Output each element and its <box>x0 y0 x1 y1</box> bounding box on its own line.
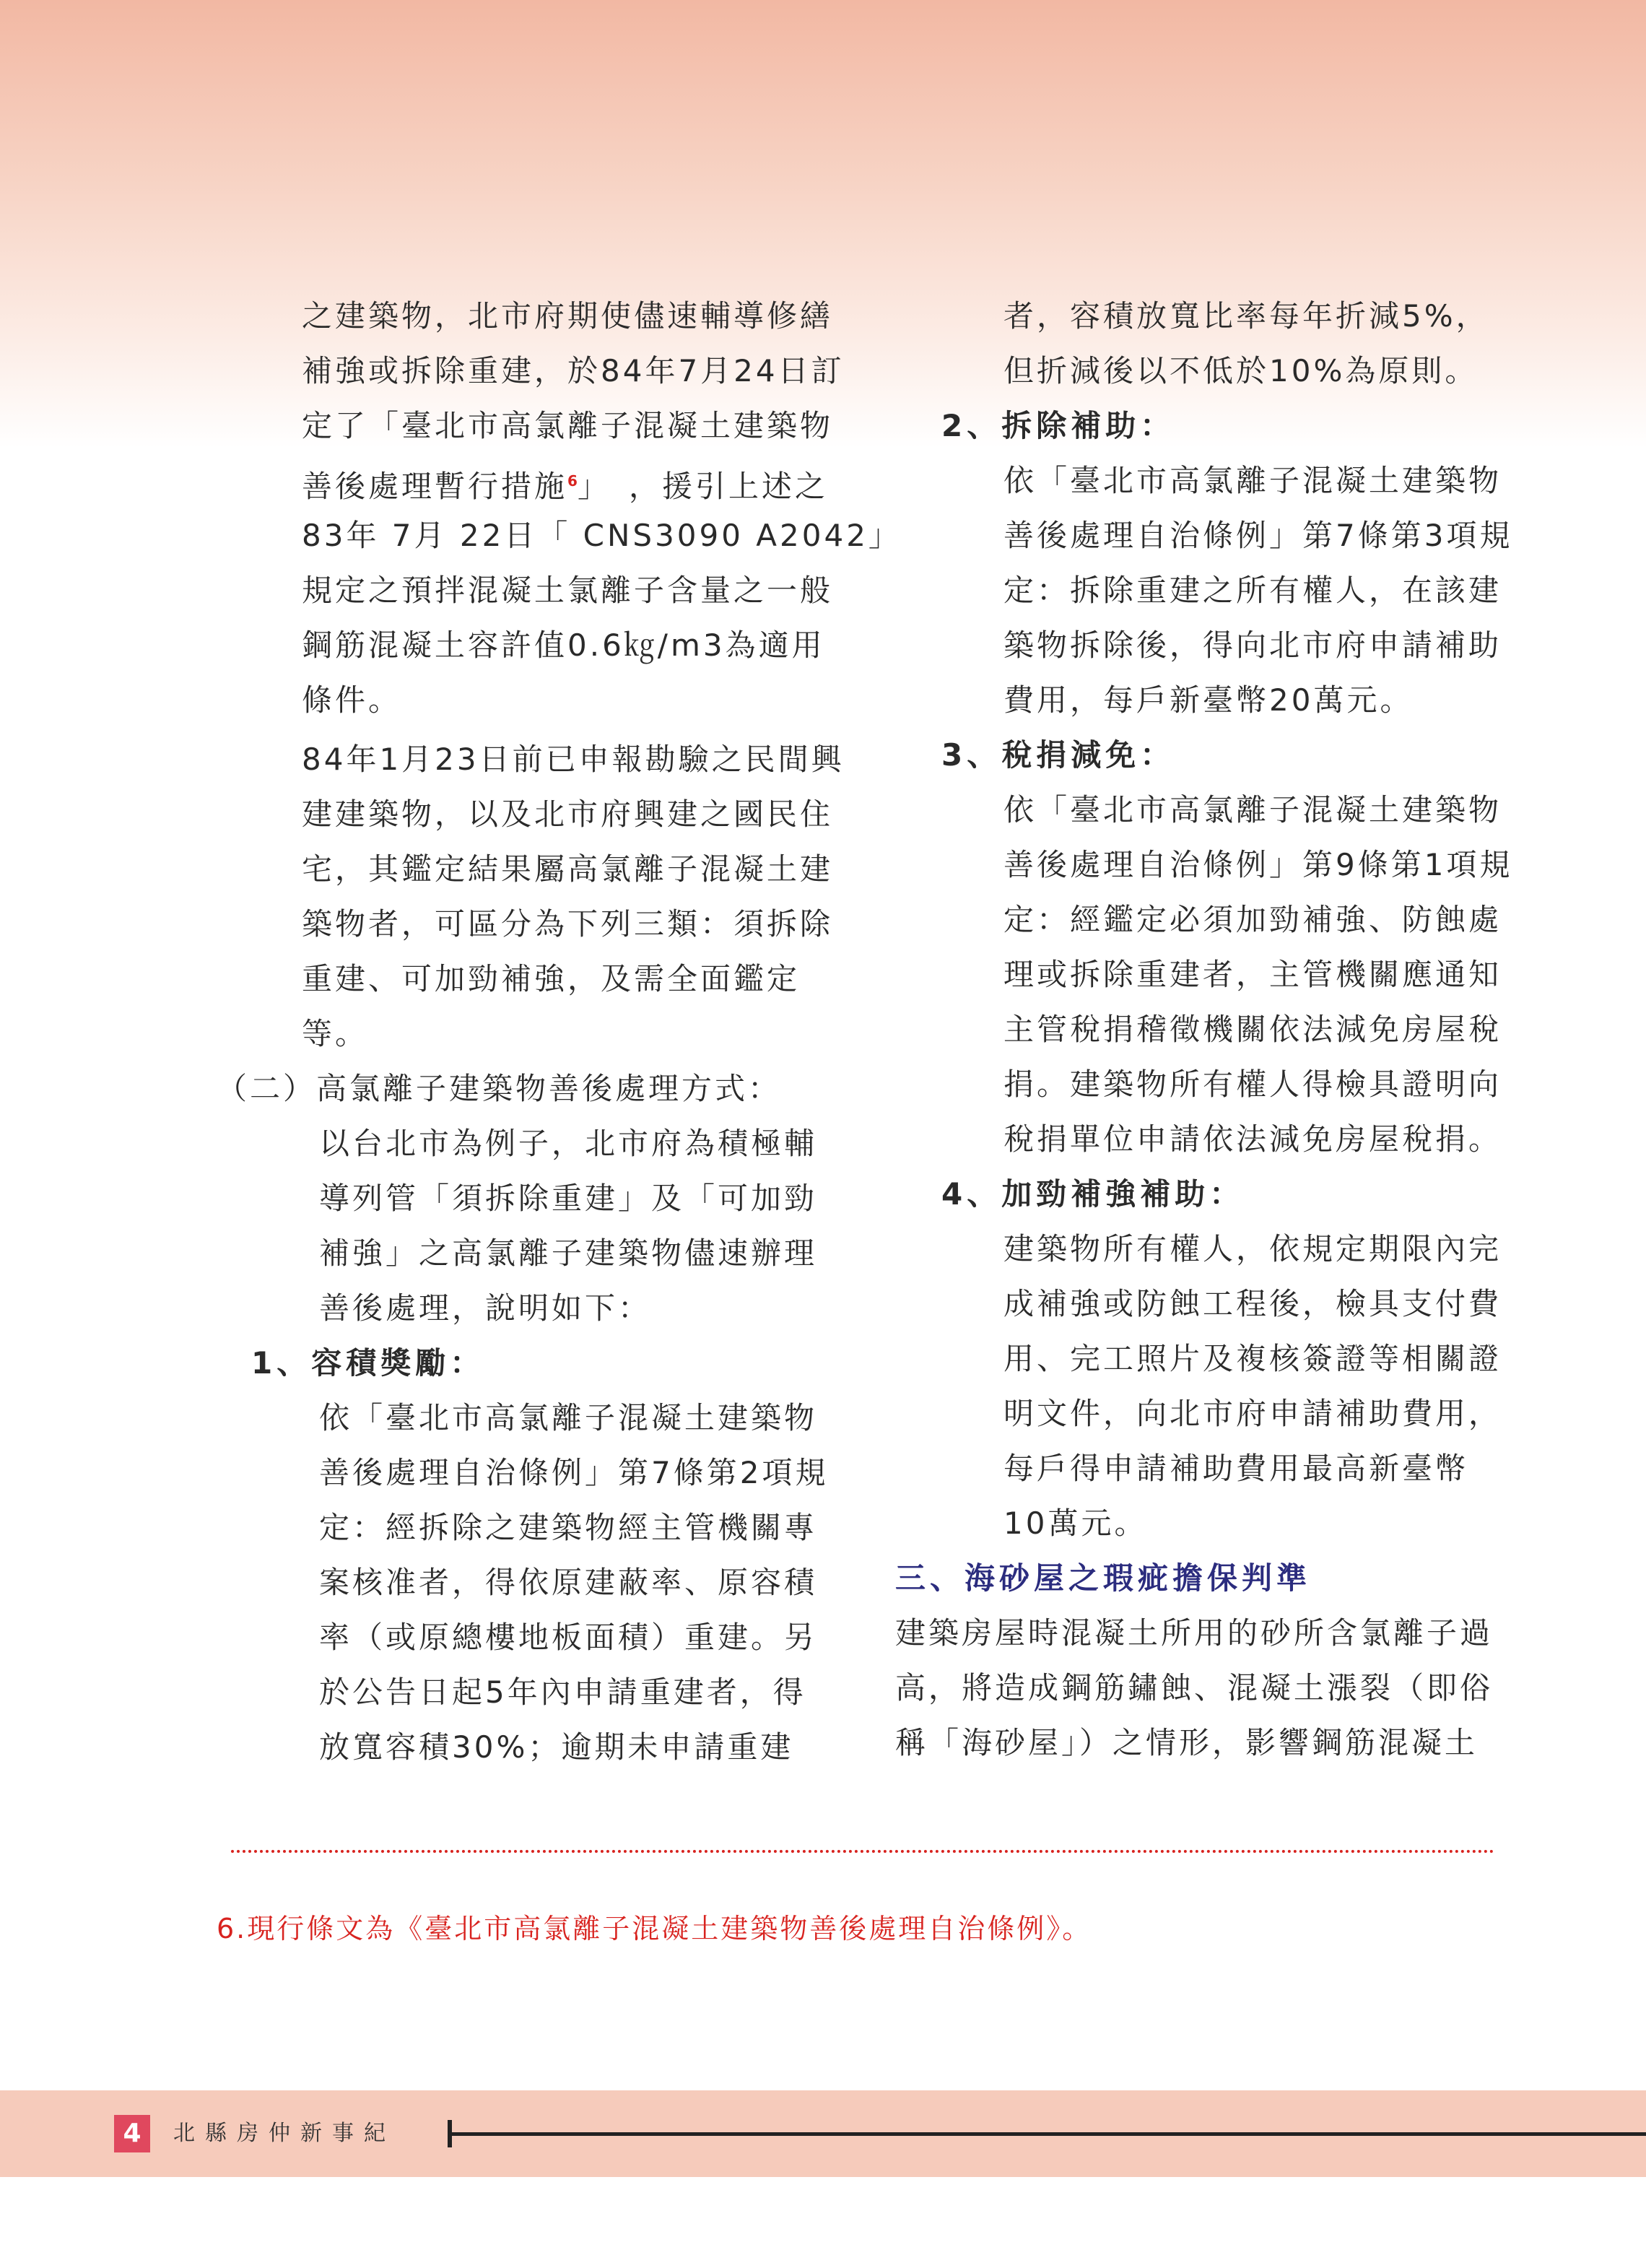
text-line: 放寬容積30%；逾期未申請重建 <box>319 1729 794 1765</box>
text-line: 理或拆除重建者，主管機關應通知 <box>1003 957 1502 992</box>
footnote-marker[interactable]: 6 <box>567 472 578 490</box>
text-line: 依「臺北市高氯離子混凝土建築物 <box>1003 463 1502 498</box>
text-line: 每戶得申請補助費用最高新臺幣 <box>1003 1451 1469 1486</box>
text-line: 建築房屋時混凝土所用的砂所含氯離子過 <box>895 1615 1494 1651</box>
text-line: 補強」之高氯離子建築物儘速辦理 <box>319 1235 818 1271</box>
text-line: 宅，其鑑定結果屬高氯離子混凝土建 <box>302 851 834 887</box>
text-fragment: 」 ，援引上述之 <box>577 469 828 504</box>
text-line: 之建築物，北市府期使儘速輔導修繕 <box>302 298 834 334</box>
text-line: 築物拆除後，得向北市府申請補助 <box>1003 627 1502 663</box>
item-heading-text: 4、加勁補強補助： <box>941 1176 1245 1212</box>
item-1-body <box>217 1391 837 1775</box>
item-heading-text: 3、稅捐減免： <box>941 737 1175 773</box>
text-line: 善後處理自治條例」第7條第3項規 <box>1003 518 1513 553</box>
text-line: 以台北市為例子，北市府為積極輔 <box>319 1126 818 1161</box>
text-line: 明文件，向北市府申請補助費用， <box>1003 1396 1502 1431</box>
text-line: 費用，每戶新臺幣20萬元。 <box>1003 682 1414 718</box>
text-line: 依「臺北市高氯離子混凝土建築物 <box>319 1400 818 1435</box>
text-line: 率（或原總樓地板面積）重建。另 <box>319 1620 818 1655</box>
text-line: 善後處理自治條例」第9條第1項規 <box>1003 847 1513 882</box>
text-line: 83年 7月 22日「 CNS3090 A2042」 <box>302 518 902 553</box>
page-number-badge: 4 <box>114 2115 150 2152</box>
item-1-continued <box>895 289 1530 399</box>
text-line: 案核准者，得依原建蔽率、原容積 <box>319 1565 818 1600</box>
section-2-heading <box>217 1061 837 1116</box>
section-heading-text: （二）高氯離子建築物善後處理方式： <box>217 1071 782 1106</box>
item-2-body <box>895 453 1530 728</box>
footnote-divider <box>231 1850 1494 1853</box>
section-heading-text: 三、海砂屋之瑕疵擔保判準 <box>895 1560 1312 1596</box>
text-line: 10萬元。 <box>1003 1506 1148 1541</box>
section-3-body <box>895 1606 1530 1770</box>
text-line: 建築物所有權人，依規定期限內完 <box>1003 1231 1502 1266</box>
text-line: 善後處理，說明如下： <box>319 1290 652 1326</box>
text-line: 條件。 <box>302 682 402 718</box>
text-line: 導列管「須拆除重建」及「可加勁 <box>319 1181 818 1216</box>
text-line: 稅捐單位申請依法減免房屋稅捐。 <box>1003 1121 1502 1157</box>
text-line: 84年1月23日前已申報勘驗之民間興 <box>302 742 845 777</box>
item-heading-text: 2、拆除補助： <box>941 408 1175 443</box>
item-2-heading <box>895 399 1530 453</box>
text-line: 定：經拆除之建築物經主管機關專 <box>319 1510 818 1545</box>
left-column <box>217 289 902 1775</box>
text-line: 定：拆除重建之所有權人，在該建 <box>1003 573 1502 608</box>
item-4-body <box>895 1222 1530 1551</box>
text-line: 成補強或防蝕工程後，檢具支付費 <box>1003 1286 1502 1321</box>
text-line: 善後處理自治條例」第7條第2項規 <box>319 1455 829 1490</box>
text-line-with-footnote <box>302 453 837 508</box>
text-line: 稱「海砂屋」）之情形，影響鋼筋混凝土 <box>895 1725 1479 1760</box>
text-line: 重建、可加勁補強，及需全面鑑定 <box>302 961 801 996</box>
text-line: 高，將造成鋼筋鏽蝕、混凝土漲裂（即俗 <box>895 1670 1494 1706</box>
text-line: 規定之預拌混凝土氯離子含量之一般 <box>302 573 834 608</box>
publication-title: 北縣房仲新事紀 <box>173 2121 396 2146</box>
section-2-intro <box>217 1116 837 1336</box>
right-column <box>895 289 1530 1770</box>
text-fragment: 善後處理暫行措施 <box>302 469 568 504</box>
item-1-heading <box>217 1336 837 1391</box>
text-line: 定了「臺北市高氯離子混凝土建築物 <box>302 408 834 443</box>
text-line: 補強或拆除重建，於84年7月24日訂 <box>302 353 845 388</box>
text-line: 但折減後以不低於10%為原則。 <box>1003 353 1479 388</box>
text-line: 者，容積放寬比率每年折減5%， <box>1003 298 1489 334</box>
text-line: 建建築物，以及北市府興建之國民住 <box>302 796 834 832</box>
paragraph-classification <box>217 732 845 1061</box>
item-heading-text: 1、容積獎勵： <box>251 1345 485 1381</box>
text-line: 定：經鑑定必須加勁補強、防蝕處 <box>1003 902 1502 937</box>
text-line: 依「臺北市高氯離子混凝土建築物 <box>1003 792 1502 827</box>
footer-rule <box>452 2132 1646 2136</box>
item-3-body <box>895 783 1530 1167</box>
item-4-heading <box>895 1167 1530 1222</box>
item-3-heading <box>895 728 1530 783</box>
text-line: 主管稅捐稽徵機關依法減免房屋稅 <box>1003 1012 1502 1047</box>
text-line: 於公告日起5年內申請重建者，得 <box>319 1674 806 1710</box>
text-line: 等。 <box>302 1016 369 1051</box>
footnote-text: 6.現行條文為《臺北市高氯離子混凝土建築物善後處理自治條例》。 <box>217 1913 1092 1945</box>
paragraph-ordinance-origin <box>217 289 902 728</box>
text-line: 用、完工照片及複核簽證等相關證 <box>1003 1341 1502 1376</box>
text-line: 捐。建築物所有權人得檢具證明向 <box>1003 1066 1502 1102</box>
text-line: 築物者，可區分為下列三類：須拆除 <box>302 906 834 942</box>
text-line: 鋼筋混凝土容許值0.6㎏/m3為適用 <box>302 627 825 663</box>
section-3-heading <box>895 1551 1530 1606</box>
